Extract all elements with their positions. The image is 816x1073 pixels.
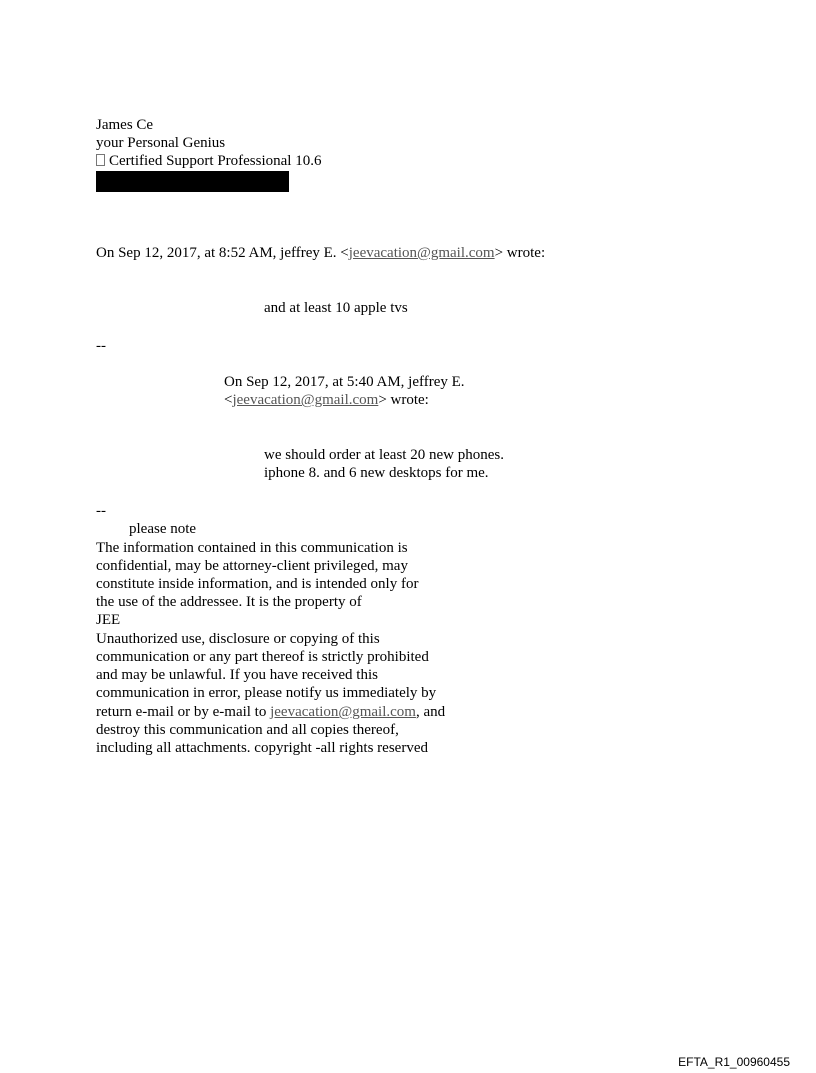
reply1-email-link[interactable]: jeevacation@gmail.com (348, 245, 495, 261)
disclaimer-line: communication in error, please notify us immediately by (96, 685, 437, 701)
document-id: EFTA_R1_00960455 (678, 1055, 790, 1069)
reply2-header-line1: On Sep 12, 2017, at 5:40 AM, jeffrey E. (224, 374, 465, 390)
reply1-body: and at least 10 apple tvs (264, 300, 408, 316)
reply1-header-suffix: > wrote: (494, 245, 546, 261)
disclaimer-line: and may be unlawful. If you have received this (96, 667, 378, 683)
disclaimer-line: Unauthorized use, disclosure or copying of this (96, 631, 380, 647)
disclaimer-line: communication or any part thereof is strictly prohibited (96, 649, 429, 665)
certification-text: Certified Support Professional 10.6 (109, 153, 322, 169)
reply2-body-line2: iphone 8. and 6 new desktops for me. (264, 465, 489, 481)
signature-title: your Personal Genius (96, 135, 226, 151)
disclaimer-email-line (96, 703, 445, 722)
disclaimer-email-suffix: , and (415, 704, 446, 720)
reply1-header (96, 244, 545, 263)
missing-glyph-icon (96, 154, 105, 166)
reply2-body-line1: we should order at least 20 new phones. (264, 447, 504, 463)
disclaimer-line: The information contained in this communication is (96, 540, 408, 556)
separator-1: -- (96, 338, 106, 354)
disclaimer-line: constitute inside information, and is intended only for (96, 576, 419, 592)
disclaimer-heading: please note (129, 521, 197, 537)
disclaimer-line: confidential, may be attorney-client privileged, may (96, 558, 408, 574)
separator-2: -- (96, 503, 106, 519)
reply2-email-link[interactable]: jeevacation@gmail.com (232, 392, 379, 408)
signature-certification (96, 152, 321, 171)
disclaimer-line: JEE (96, 612, 121, 628)
reply2-header-prefix: < (224, 392, 233, 408)
disclaimer-email-link[interactable]: jeevacation@gmail.com (270, 704, 416, 720)
reply2-header-line2 (224, 391, 429, 410)
disclaimer-line: destroy this communication and all copies thereof, (96, 722, 399, 738)
signature-name: James Ce (96, 117, 154, 133)
disclaimer-email-prefix: return e-mail or by e-mail to (96, 704, 271, 720)
redaction-bar (96, 171, 289, 192)
disclaimer-line: the use of the addressee. It is the property of (96, 594, 362, 610)
reply1-header-prefix: On Sep 12, 2017, at 8:52 AM, jeffrey E. < (96, 245, 349, 261)
disclaimer-line: including all attachments. copyright -all rights reserved (96, 740, 428, 756)
reply2-header-suffix: > wrote: (378, 392, 429, 408)
